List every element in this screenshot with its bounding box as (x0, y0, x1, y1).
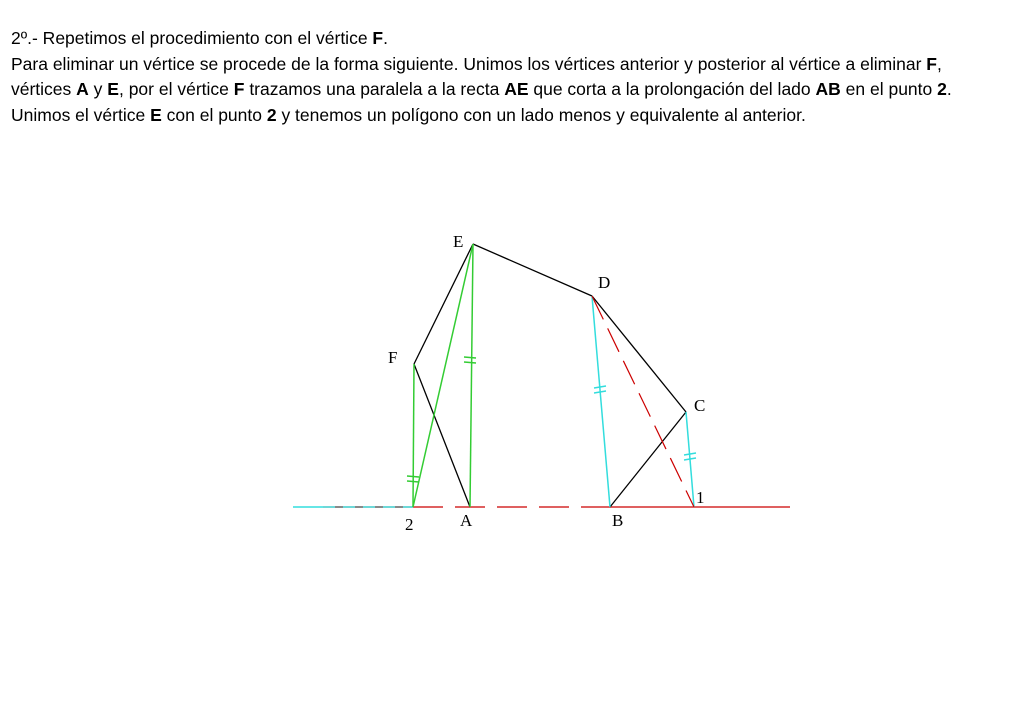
bold-term: 2 (266, 104, 277, 125)
label-point-2: 2 (405, 515, 414, 534)
label-F: F (388, 348, 398, 367)
heading-text: 2º.- Repetimos el procedimiento con el vértice (11, 28, 373, 48)
green-parallel-ticks (407, 357, 476, 482)
body-text-run: en el punto (840, 79, 938, 99)
body-text-run: , vértices (11, 53, 942, 99)
body-text-run: Para eliminar un vértice se procede de la forma siguiente. Unimos los vértices anterior y posterior al vértice a eliminar (11, 53, 927, 74)
cyan-parallel-ticks (594, 386, 696, 460)
bold-term: E (107, 79, 119, 99)
body-text-run: con el punto (161, 104, 267, 125)
cyan-line-DB (592, 296, 610, 507)
body-text-run: que corta a la prolongación del lado (528, 79, 816, 99)
body-text-run: trazamos una paralela a la recta (244, 79, 505, 99)
body-text-run: y (88, 79, 108, 99)
label-D: D (598, 273, 611, 292)
bold-term: 2 (937, 79, 947, 99)
bold-term: AE (504, 79, 529, 99)
bold-term: F (926, 53, 937, 74)
bold-term: E (150, 104, 162, 125)
label-B: B (612, 511, 624, 530)
body-text-run: , por el vértice (118, 79, 234, 99)
side-FA (414, 364, 470, 507)
body-text-run: y tenemos un polígono con un lado menos y equivalente al anterior. (276, 104, 806, 125)
green-line-F2 (413, 364, 414, 507)
green-line-E2 (413, 244, 473, 507)
label-E: E (453, 232, 464, 251)
heading-bold-vertex: F (372, 28, 384, 48)
label-point-1: 1 (696, 488, 705, 507)
body-text-run: . Unimos el vértice (11, 79, 952, 125)
side-FE (414, 244, 473, 364)
side-CB (610, 412, 686, 507)
bold-term: A (76, 79, 89, 99)
heading-end: . (383, 28, 388, 48)
side-ED (473, 244, 592, 296)
bold-term: AB (815, 79, 841, 99)
green-line-EA (470, 244, 473, 507)
label-C: C (694, 396, 706, 415)
label-A: A (460, 511, 473, 530)
bold-term: F (233, 79, 245, 99)
